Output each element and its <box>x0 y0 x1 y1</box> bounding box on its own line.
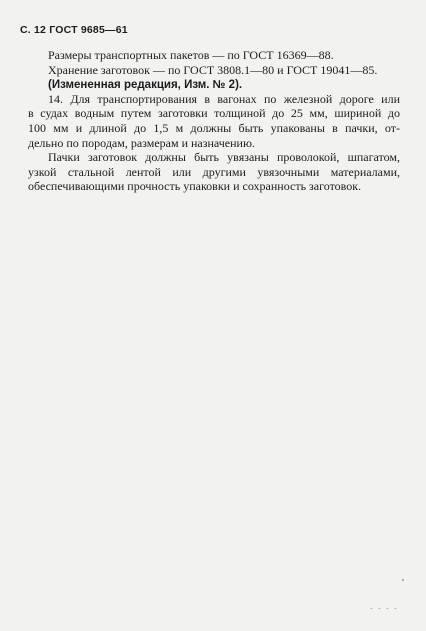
scan-speck <box>402 579 404 581</box>
paragraph-amendment-note <box>28 77 400 92</box>
document-body <box>28 48 400 194</box>
scan-speck <box>370 608 373 609</box>
text-line: 100 мм и длиной до 1,5 м должны быть упакованы в пачки, от- <box>28 120 400 135</box>
page-header: С. 12 ГОСТ 9685—61 <box>20 24 128 36</box>
paragraph-transport-packages <box>28 48 400 63</box>
paragraph-14 <box>28 92 400 150</box>
text-line: Размеры транспортных пакетов — по ГОСТ 16369—88. <box>48 48 334 62</box>
paragraph-bundles <box>28 150 400 194</box>
text-line: узкой стальной лентой или другими увязочными материалами, <box>28 164 400 179</box>
text-line: 14. Для транспортирования в вагонах по железной дороге или <box>48 91 400 106</box>
text-line: в судах водным путем заготовки толщиной до 25 мм, шириной до <box>28 106 400 121</box>
scan-speck <box>394 608 397 609</box>
text-line: Хранение заготовок — по ГОСТ 3808.1—80 и ГОСТ 19041—85. <box>48 62 378 77</box>
scan-speck <box>378 608 381 609</box>
text-line: дельно по породам, размерам и назначению. <box>28 135 255 150</box>
amendment-note: (Измененная редакция, Изм. № 2). <box>48 79 243 92</box>
scan-speck <box>386 608 389 609</box>
paragraph-storage <box>28 63 400 78</box>
text-line: обеспечивающими прочность упаковки и сохранность заготовок. <box>28 179 362 194</box>
text-line: Пачки заготовок должны быть увязаны проволокой, шпагатом, <box>48 150 400 165</box>
